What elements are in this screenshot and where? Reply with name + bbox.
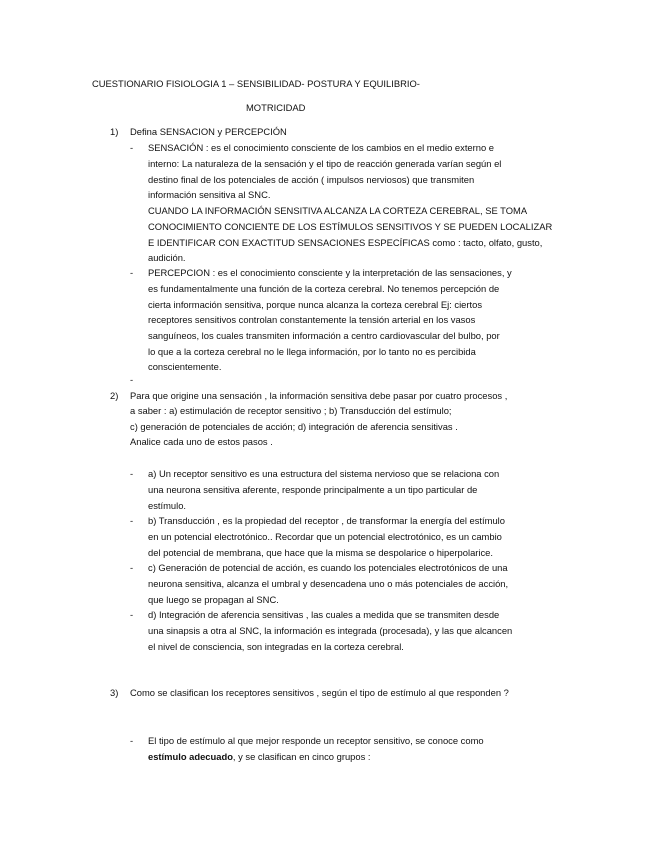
answer-3-rest: , y se clasifican en cinco grupos :	[232, 751, 371, 762]
list-bullet: -	[130, 374, 134, 385]
list-bullet: -	[130, 609, 134, 620]
answer-b-line: en un potencial electrotónico.. Recordar que un potencial electrotónico, es un cambio	[148, 531, 502, 542]
question-2-line: a saber : a) estimulación de receptor sensitivo ; b) Transducción del estímulo;	[130, 405, 452, 416]
percepcion-line: conscientemente.	[148, 361, 222, 372]
answer-d-line: una sinapsis a otra al SNC, la información es integrada (procesada), y las que alcancen	[148, 625, 513, 636]
list-bullet: -	[130, 515, 134, 526]
sensacion-line: CUANDO LA INFORMACIÓN SENSITIVA ALCANZA LA CORTEZA CEREBRAL, SE TOMA	[148, 205, 528, 216]
bold-term: estímulo adecuado	[148, 751, 233, 762]
answer-3-line-2	[148, 751, 371, 762]
sensacion-line: E IDENTIFICAR CON EXACTITUD SENSACIONES ESPECÍFICAS como : tacto, olfato, gusto,	[148, 237, 543, 248]
list-bullet: -	[130, 562, 134, 573]
answer-d-line: el nivel de consciencia, son integradas en la corteza cerebral.	[148, 641, 404, 652]
sensacion-line: destino final de los potenciales de acción ( impulsos nerviosos) que transmiten	[148, 174, 475, 185]
list-bullet: -	[130, 267, 134, 278]
answer-b-line: del potencial de membrana, que hace que la misma se despolarice o hiperpolarice.	[148, 547, 493, 558]
question-2-line: Para que origine una sensación , la información sensitiva debe pasar por cuatro procesos ,	[130, 390, 508, 401]
question-3-text: Como se clasifican los receptores sensitivos , según el tipo de estímulo al que responden ?	[130, 687, 509, 698]
sensacion-line: audición.	[148, 252, 186, 263]
percepcion-line: receptores sensitivos controlan constantemente la tensión arterial en los vasos	[148, 314, 476, 325]
percepcion-line: sanguíneos, los cuales transmiten información a centro cardiovascular del bulbo, por	[148, 330, 500, 341]
answer-3-line: El tipo de estímulo al que mejor responde un receptor sensitivo, se conoce como	[148, 735, 484, 746]
question-3-number: 3)	[110, 687, 119, 698]
sensacion-line: CONOCIMIENTO CONCIENTE DE LOS ESTÍMULOS SENSITIVOS Y SE PUEDEN LOCALIZAR	[148, 221, 553, 232]
list-bullet: -	[130, 142, 134, 153]
answer-a-line: una neurona sensitiva aferente, responde principalmente a un tipo particular de	[148, 484, 478, 495]
question-2-line: c) generación de potenciales de acción; d) integración de aferencia sensitivas .	[130, 421, 458, 432]
doc-title: CUESTIONARIO FISIOLOGIA 1 – SENSIBILIDAD- POSTURA Y EQUILIBRIO-	[92, 78, 420, 89]
sensacion-line: interno: La naturaleza de la sensación y el tipo de reacción generada varían según el	[148, 158, 502, 169]
answer-c-line: neurona sensitiva, alcanza el umbral y desencadena uno o más potenciales de acción,	[148, 578, 509, 589]
question-2-line: Analice cada uno de estos pasos .	[130, 436, 273, 447]
answer-c-line: que luego se propagan al SNC.	[148, 594, 279, 605]
sensacion-line: información sensitiva al SNC.	[148, 189, 271, 200]
percepcion-line: lo que a la corteza cerebral no le llega información, por lo tanto no es percibida	[148, 346, 476, 357]
question-2-number: 2)	[110, 390, 119, 401]
percepcion-line: cierta información sensitiva, porque nunca alcanza la corteza cerebral Ej: ciertos	[148, 299, 483, 310]
list-bullet: -	[130, 735, 134, 746]
answer-b-line: b) Transducción , es la propiedad del receptor , de transformar la energía del estímulo	[148, 515, 505, 526]
question-1-text: Defina SENSACION y PERCEPCIÓN	[130, 126, 287, 137]
percepcion-line: PERCEPCION : es el conocimiento consciente y la interpretación de las sensaciones, y	[148, 267, 512, 278]
answer-a-line: a) Un receptor sensitivo es una estructura del sistema nervioso que se relaciona con	[148, 468, 500, 479]
list-bullet: -	[130, 468, 134, 479]
percepcion-line: es fundamentalmente una función de la corteza cerebral. No tenemos percepción de	[148, 283, 500, 294]
answer-c-line: c) Generación de potencial de acción, es cuando los potenciales electrotónicos de una	[148, 562, 508, 573]
answer-a-line: estímulo.	[148, 500, 187, 511]
question-1-number: 1)	[110, 126, 119, 137]
doc-subtitle: MOTRICIDAD	[246, 102, 306, 113]
answer-d-line: d) Integración de aferencia sensitivas , las cuales a medida que se transmiten desde	[148, 609, 500, 620]
sensacion-line: SENSACIÓN : es el conocimiento consciente de los cambios en el medio externo e	[148, 142, 495, 153]
